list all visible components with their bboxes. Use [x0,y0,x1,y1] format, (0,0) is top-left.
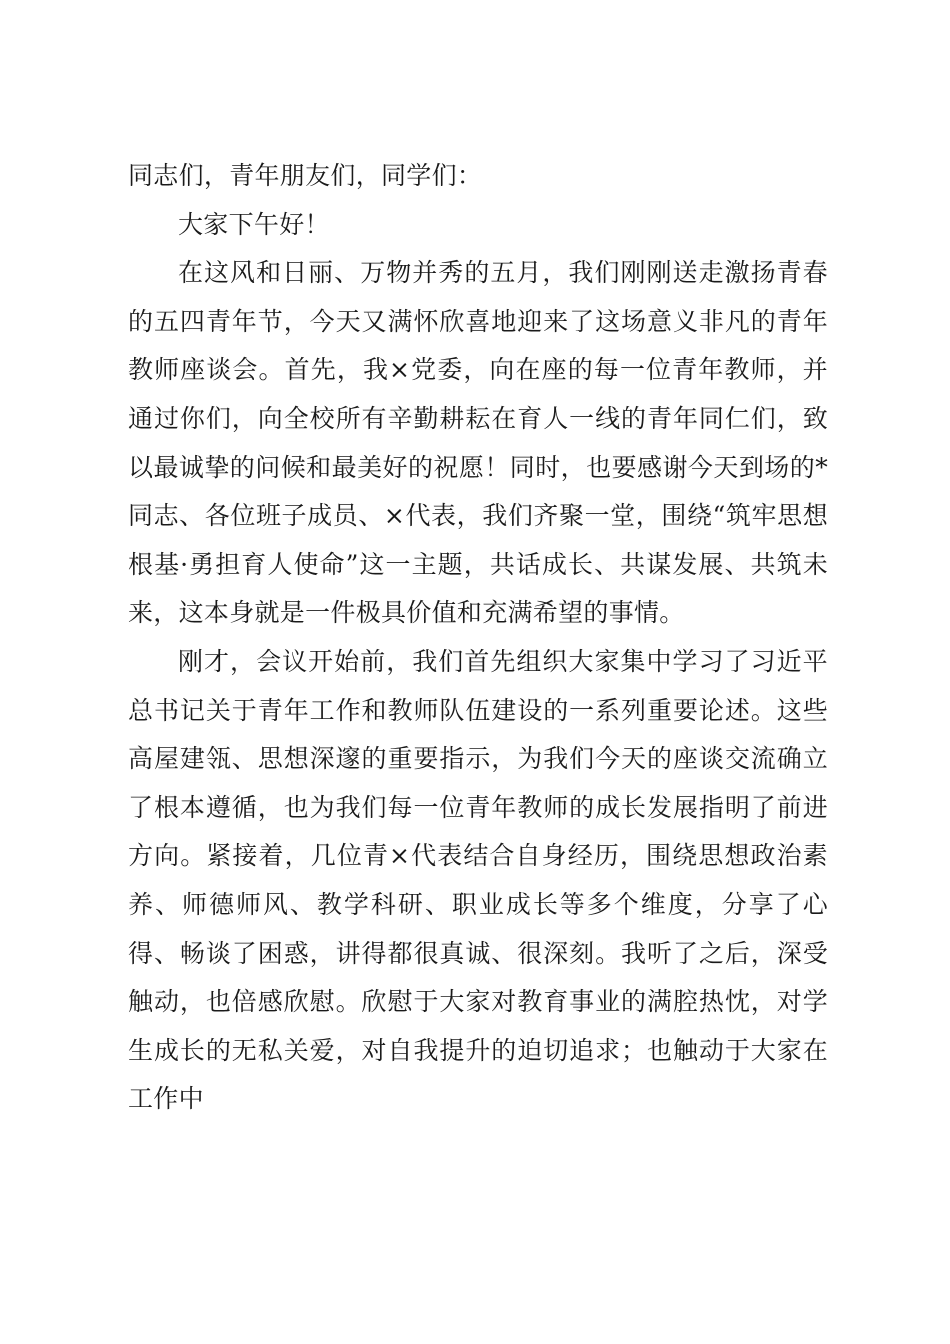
greeting: 大家下午好！ [178,209,330,239]
salutation: 同志们，青年朋友们，同学们： [128,161,483,190]
document-body [128,152,828,1124]
paragraph-study-session: 刚才，会议开始前，我们首先组织大家集中学习了习近平总书记关于青年工作和教师队伍建设的一系列重要论述。这些高屋建瓴、思想深邃的重要指示，为我们今天的座谈交流确立了根本遵循，也为我们每一位青年教师的成长发展指明了前进方向。紧接着，几位青×代表结合自身经历，围绕思想政治素养、师德师风、教学科研、职业成长等多个维度，分享了心得、畅谈了困惑，讲得都很真诚、很深刻。我听了之后，深受触动，也倍感欣慰。欣慰于大家对教育事业的满腔热忱，对学生成长的无私关爱，对自我提升的迫切追求；也触动于大家在工作中 [128,646,828,1114]
paragraph-opening: 在这风和日丽、万物并秀的五月，我们刚刚送走激扬青春的五四青年节，今天又满怀欣喜地迎来了这场意义非凡的青年教师座谈会。首先，我×党委，向在座的每一位青年教师，并通过你们，向全校所有辛勤耕耘在育人一线的青年同仁们，致以最诚挚的问候和最美好的祝愿！同时，也要感谢今天到场的*同志、各位班子成员、×代表，我们齐聚一堂，围绕“筑牢思想根基·勇担育人使命”这一主题，共话成长、共谋发展、共筑未来，这本身就是一件极具价值和充满希望的事情。 [128,258,828,628]
